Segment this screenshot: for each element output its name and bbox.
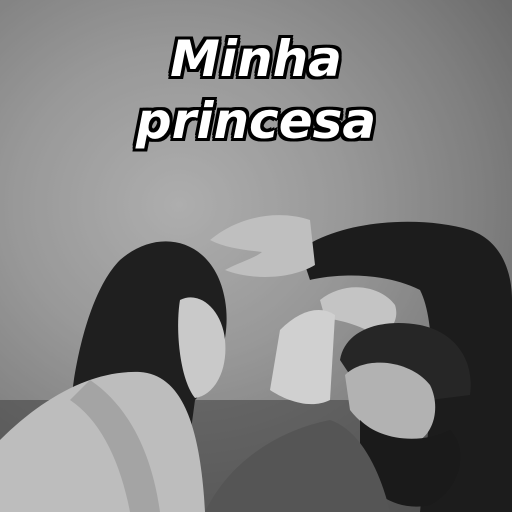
caption-line-1: Minha — [170, 30, 342, 88]
caption-line-2: princesa — [135, 92, 377, 150]
caption — [0, 28, 512, 152]
